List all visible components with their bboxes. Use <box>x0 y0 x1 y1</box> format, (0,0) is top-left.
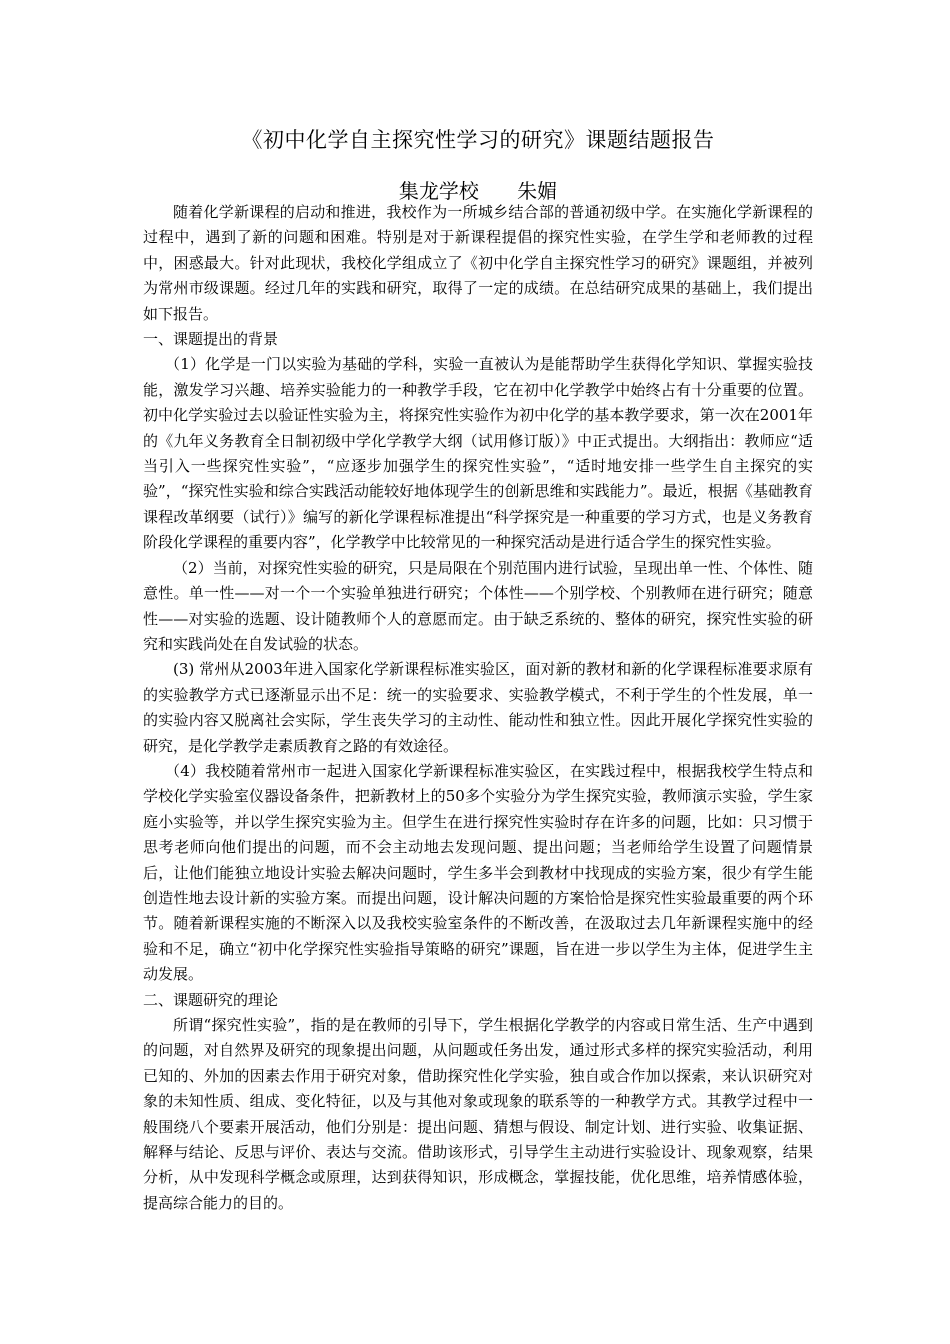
document-author: 集龙学校 朱媚 <box>398 179 558 203</box>
paragraph-theory: 所谓“探究性实验”，指的是在教师的引导下，学生根据化学教学的内容或日常生活、生产中遇到的问题，对自然界及研究的现象提出问题，从问题或任务出发，通过形式多样的探究实验活动，利用已知的、外加的因素去作用于研究对象，借助探究性化学实验，独自或合作加以探索，来认识研究对象的未知性质、组成、变化特征，以及与其他对象或现象的联系等的一种教学方式。其教学过程中一般围绕八个要素开展活动，他们分别是：提出问题、猜想与假设、制定计划、进行实验、收集证据、解释与结论、反思与评价、表达与交流。借助该形式，引导学生主动进行实验设计、现象观察，结果分析，从中发现科学概念或原理，达到获得知识，形成概念，掌握技能，优化思维，培养情感体验，提高综合能力的目的。 <box>143 1016 813 1212</box>
paragraph-intro: 随着化学新课程的启动和推进，我校作为一所城乡结合部的普通初级中学。在实施化学新课程的过程中，遇到了新的问题和困难。特别是对于新课程提倡的探究性实验，在学生学和老师教的过程中，困惑最大。针对此现状，我校化学组成立了《初中化学自主探究性学习的研究》课题组，并被列为常州市级课题。经过几年的实践和研究，取得了一定的成绩。在总结研究成果的基础上，我们提出如下报告。 <box>143 203 813 323</box>
paragraph-background-4: （4）我校随着常州市一起进入国家化学新课程标准实验区，在实践过程中，根据我校学生特点和学校化学实验室仪器设备条件，把新教材上的50多个实验分为学生探究实验，教师演示实验，学生家庭小实验等，并以学生探究实验为主。但学生在进行探究性实验时存在许多的问题，比如：只习惯于思考老师向他们提出的问题，而不会主动地去发现问题、提出问题；当老师给学生设置了问题情景后，让他们能独立地设计实验去解决问题时，学生多半会到教材中找现成的实验方案，很少有学生能创造性地去设计新的实验方案。而提出问题，设计解决问题的方案恰恰是探究性实验最重要的两个环节。随着新课程实施的不断深入以及我校实验室条件的不断改善，在汲取过去几年新课程实施中的经验和不足，确立“初中化学探究性实验指导策略的研究”课题，旨在进一步以学生为主体，促进学生主动发展。 <box>143 761 813 984</box>
paragraph-background-3: (3) 常州从2003年进入国家化学新课程标准实验区，面对新的教材和新的化学课程标准要求原有的实验教学方式已逐渐显示出不足：统一的实验要求、实验教学模式，不利于学生的个性发展，单一的实验内容又脱离社会实际，学生丧失学习的主动性、能动性和独立性。因此开展化学探究性实验的研究，是化学教学走素质教育之路的有效途径。 <box>143 660 813 755</box>
document-body <box>143 200 813 1216</box>
document-title: 《初中化学自主探究性学习的研究》课题结题报告 <box>241 128 715 152</box>
section-heading-theory: 二、课题研究的理论 <box>143 990 279 1009</box>
paragraph-background-2: （2）当前，对探究性实验的研究，只是局限在个别范围内进行试验，呈现出单一性、个体性、随意性。单一性——对一个一个实验单独进行研究；个体性——个别学校、个别教师在进行研究；随意性——对实验的选题、设计随教师个人的意愿而定。由于缺乏系统的、整体的研究，探究性实验的研究和实践尚处在自发试验的状态。 <box>143 558 813 653</box>
paragraph-background-1: （1）化学是一门以实验为基础的学科，实验一直被认为是能帮助学生获得化学知识、掌握实验技能，激发学习兴趣、培养实验能力的一种教学手段，它在初中化学教学中始终占有十分重要的位置。初中化学实验过去以验证性实验为主，将探究性实验作为初中化学的基本教学要求，第一次在2001年的《九年义务教育全日制初级中学化学教学大纲（试用修订版）》中正式提出。大纲指出：教师应“适当引入一些探究性实验”，“应逐步加强学生的探究性实验”，“适时地安排一些学生自主探究的实验”，“探究性实验和综合实践活动能较好地体现学生的创新思维和实践能力”。最近，根据《基础教育课程改革纲要（试行）》编写的新化学课程标准提出“科学探究是一种重要的学习方式，也是义务教育阶段化学课程的重要内容”，化学教学中比较常见的一种探究活动是进行适合学生的探究性实验。 <box>143 355 813 552</box>
section-heading-background: 一、课题提出的背景 <box>143 330 279 349</box>
